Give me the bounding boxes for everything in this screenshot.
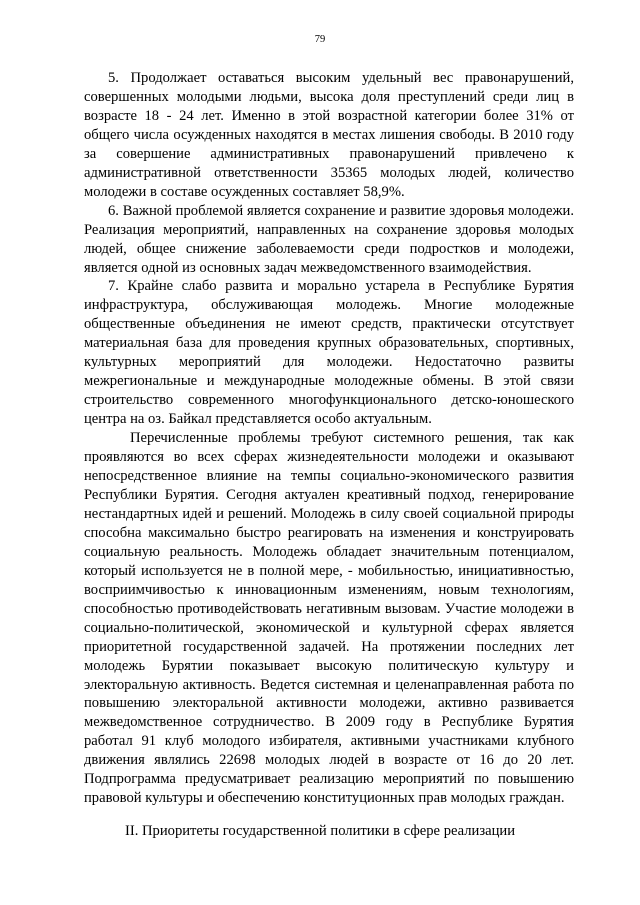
paragraph-item-7: 7. Крайне слабо развита и морально устарела в Республике Бурятия инфраструктура, обслуживающая молодежь. Многие молодежные общественные объединения не имеют средств, практически отсутствует материальная база для проведения крупных образовательных, спортивных, культурных мероприятий для молодежи. Недостаточно развиты межрегиональные и международные молодежные обмены. В этой связи строительство современного многофункционального детско-юношеского центра на оз. Байкал представляется особо актуальным.: [84, 278, 574, 428]
body-text: [84, 69, 574, 808]
paragraph-item-6: 6. Важной проблемой является сохранение и развитие здоровья молодежи. Реализация мероприятий, направленных на сохранение здоровья молодых людей, общее снижение заболеваемости среди подростков и молодежи, является одной из основных задач межведомственного взаимодействия.: [84, 202, 574, 276]
paragraph-summary: Перечисленные проблемы требуют системного решения, так как проявляются во всех сферах жизнедеятельности молодежи и оказывают непосредственное влияние на темпы социально-экономического развития Республики Бурятия. Сегодня актуален креативный подход, генерирование нестандартных идей и решений. Молодежь в силу своей социальной природы способна максимально быстро реагировать на изменения и конструировать социальную реальность. Молодежь обладает значительным потенциалом, который используется не в полной мере, - мобильностью, инициативностью, восприимчивостью к инновационным изменениям, новым технологиям, способностью противодействовать негативным вызовам. Участие молодежи в социально-политической, экономической и культурной сферах является приоритетной государственной задачей. На протяжении последних лет молодежь Бурятии показывает высокую политическую культуру и электоральную активность. Ведется системная и целенаправленная работа по повышению электоральной активности молодежи, активно развивается межведомственное сотрудничество. В 2009 году в Республике Бурятия работал 91 клуб молодого избирателя, активными участниками клубного движения являлись 22698 молодых людей в возрасте от 16 до 20 лет. Подпрограмма предусматривает реализацию мероприятий по повышению правовой культуры и обеспечению конституционных прав молодых граждан.: [84, 430, 574, 807]
section-heading: II. Приоритеты государственной политики в сфере реализации: [124, 823, 516, 839]
paragraph-item-5: 5. Продолжает оставаться высоким удельный вес правонарушений, совершенных молодыми людьми, высока доля преступлений среди лиц в возрасте 18 - 24 лет. Именно в этой возрастной категории более 31% от общего числа осужденных находятся в местах лишения свободы. В 2010 году за совершение административных правонарушений привлечено к административной ответственности 35365 молодых людей, количество молодежи в составе осужденных составляет 58,9%.: [84, 70, 574, 200]
page-number: 79: [314, 34, 326, 45]
